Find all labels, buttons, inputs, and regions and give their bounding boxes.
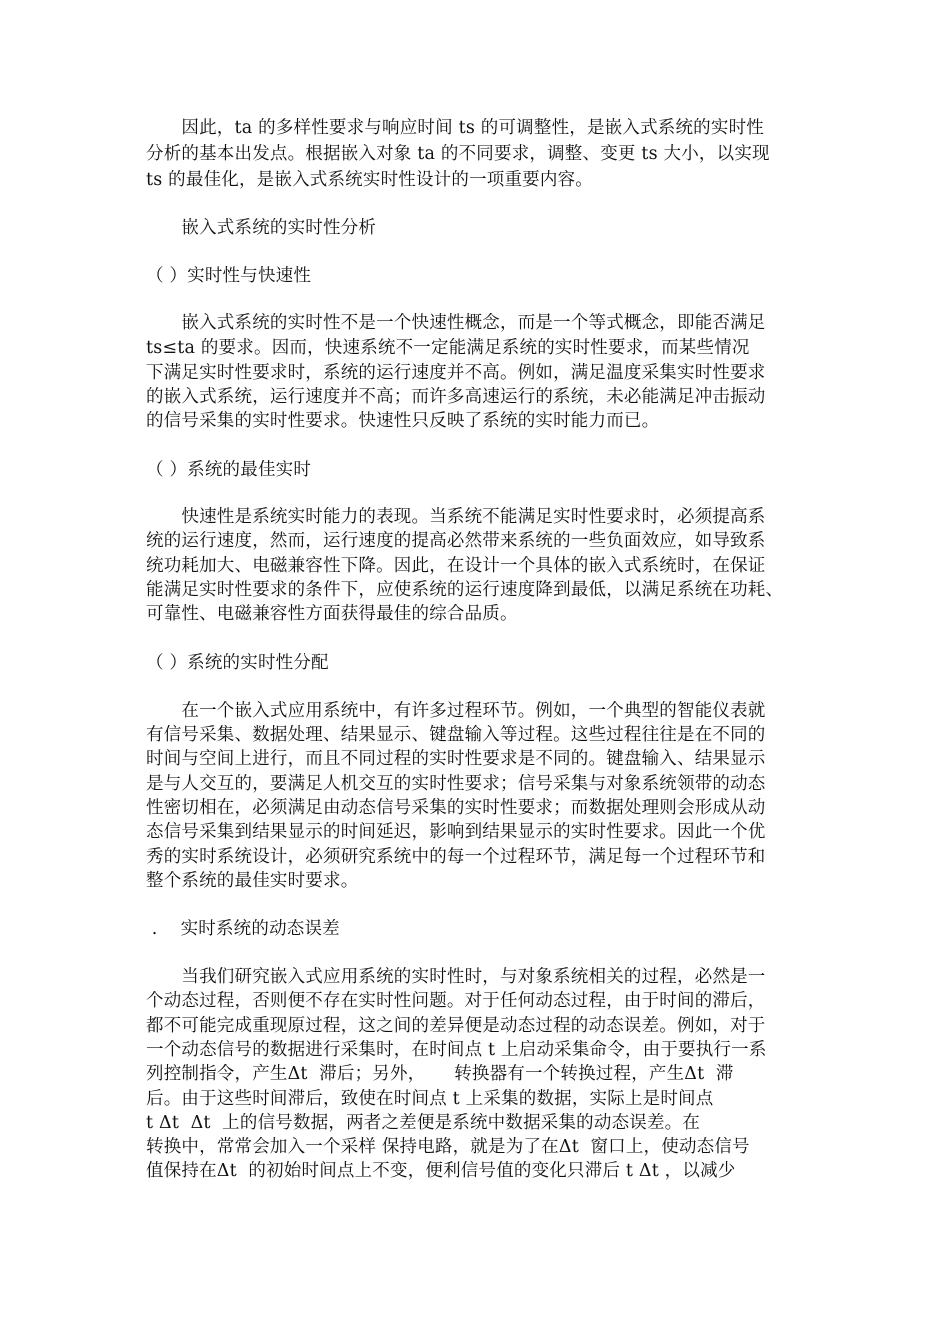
text-line: 后。由于这些时间滞后，致使在时间点 t 上采集的数据，实际上是时间点 bbox=[146, 1089, 714, 1109]
text-line: 转换中，常常会加入一个采样 保持电路，就是为了在Δt 窗口上，使动态信号 bbox=[146, 1137, 750, 1157]
subsection-heading: （ ）实时性与快速性 bbox=[146, 266, 312, 286]
text-line: 统功耗加大、电磁兼容性下降。因此，在设计一个具体的嵌入式系统时，在保证 bbox=[146, 556, 766, 576]
text-line: 嵌入式系统的实时性不是一个快速性概念，而是一个等式概念，即能否满足 bbox=[146, 313, 766, 333]
text-line: 统的运行速度，然而，运行速度的提高必然带来系统的一些负面效应，如导致系 bbox=[146, 531, 766, 551]
section-heading: 嵌入式系统的实时性分析 bbox=[146, 218, 377, 238]
text-line: 都不可能完成重现原过程，这之间的差异便是动态过程的动态误差。例如，对于 bbox=[146, 1016, 766, 1036]
text-line: 一个动态信号的数据进行采集时，在时间点 t 上启动采集命令，由于要执行一系 bbox=[146, 1040, 767, 1060]
text-line: 能满足实时性要求的条件下，应使系统的运行速度降到最低，以满足系统在功耗、 bbox=[146, 580, 784, 600]
text-line: 态信号采集到结果显示的时间延迟，影响到结果显示的实时性要求。因此一个优 bbox=[146, 822, 766, 842]
text-line: 性密切相在，必须满足由动态信号采集的实时性要求；而数据处理则会形成从动 bbox=[146, 798, 766, 818]
text-line: 快速性是系统实时能力的表现。当系统不能满足实时性要求时，必须提高系 bbox=[146, 507, 766, 527]
text-line: 在一个嵌入式应用系统中，有许多过程环节。例如，一个典型的智能仪表就 bbox=[146, 701, 766, 721]
text-line: 列控制指令，产生Δt 滞后；另外， 转换器有一个转换过程，产生Δt 滞 bbox=[146, 1064, 734, 1084]
text-line: 分析的基本出发点。根据嵌入对象 ta 的不同要求，调整、变更 ts 大小，以实现 bbox=[146, 144, 770, 164]
text-line: 是与人交互的，要满足人机交互的实时性要求；信号采集与对象系统领带的动态 bbox=[146, 774, 766, 794]
text-line: 个动态过程，否则便不存在实时性问题。对于任何动态过程，由于时间的滞后， bbox=[146, 991, 766, 1011]
text-line: 值保持在Δt 的初始时间点上不变，便利信号值的变化只滞后 t Δt ，以减少 bbox=[146, 1161, 736, 1181]
text-line: 的嵌入式系统，运行速度并不高；而许多高速运行的系统，未必能满足冲击振动 bbox=[146, 387, 766, 407]
text-line: t Δt Δt 上的信号数据，两者之差便是系统中数据采集的动态误差。在 bbox=[146, 1113, 701, 1133]
section-heading: . 实时系统的动态误差 bbox=[146, 919, 340, 939]
text-line: 秀的实时系统设计，必须研究系统中的每一个过程环节，满足每一个过程环节和 bbox=[146, 847, 766, 867]
text-line: 的信号采集的实时性要求。快速性只反映了系统的实时能力而已。 bbox=[146, 411, 660, 431]
subsection-heading: （ ）系统的实时性分配 bbox=[146, 653, 329, 673]
text-line: 时间与空间上进行，而且不同过程的实时性要求是不同的。键盘输入、结果显示 bbox=[146, 749, 766, 769]
text-line: 因此，ta 的多样性要求与响应时间 ts 的可调整性，是嵌入式系统的实时性 bbox=[146, 118, 764, 138]
text-line: 有信号采集、数据处理、结果显示、键盘输入等过程。这些过程往往是在不同的 bbox=[146, 725, 766, 745]
text-line: 可靠性、电磁兼容性方面获得最佳的综合品质。 bbox=[146, 604, 518, 624]
subsection-heading: （ ）系统的最佳实时 bbox=[146, 460, 312, 480]
text-line: 整个系统的最佳实时要求。 bbox=[146, 871, 359, 891]
text-line: 下满足实时性要求时，系统的运行速度并不高。例如，满足温度采集实时性要求 bbox=[146, 363, 766, 383]
text-line: ts≤ta 的要求。因而，快速系统不一定能满足系统的实时性要求，而某些情况 bbox=[146, 338, 750, 358]
text-line: ts 的最佳化，是嵌入式系统实时性设计的一项重要内容。 bbox=[146, 170, 593, 190]
text-line: 当我们研究嵌入式应用系统的实时性时，与对象系统相关的过程，必然是一 bbox=[146, 967, 766, 987]
